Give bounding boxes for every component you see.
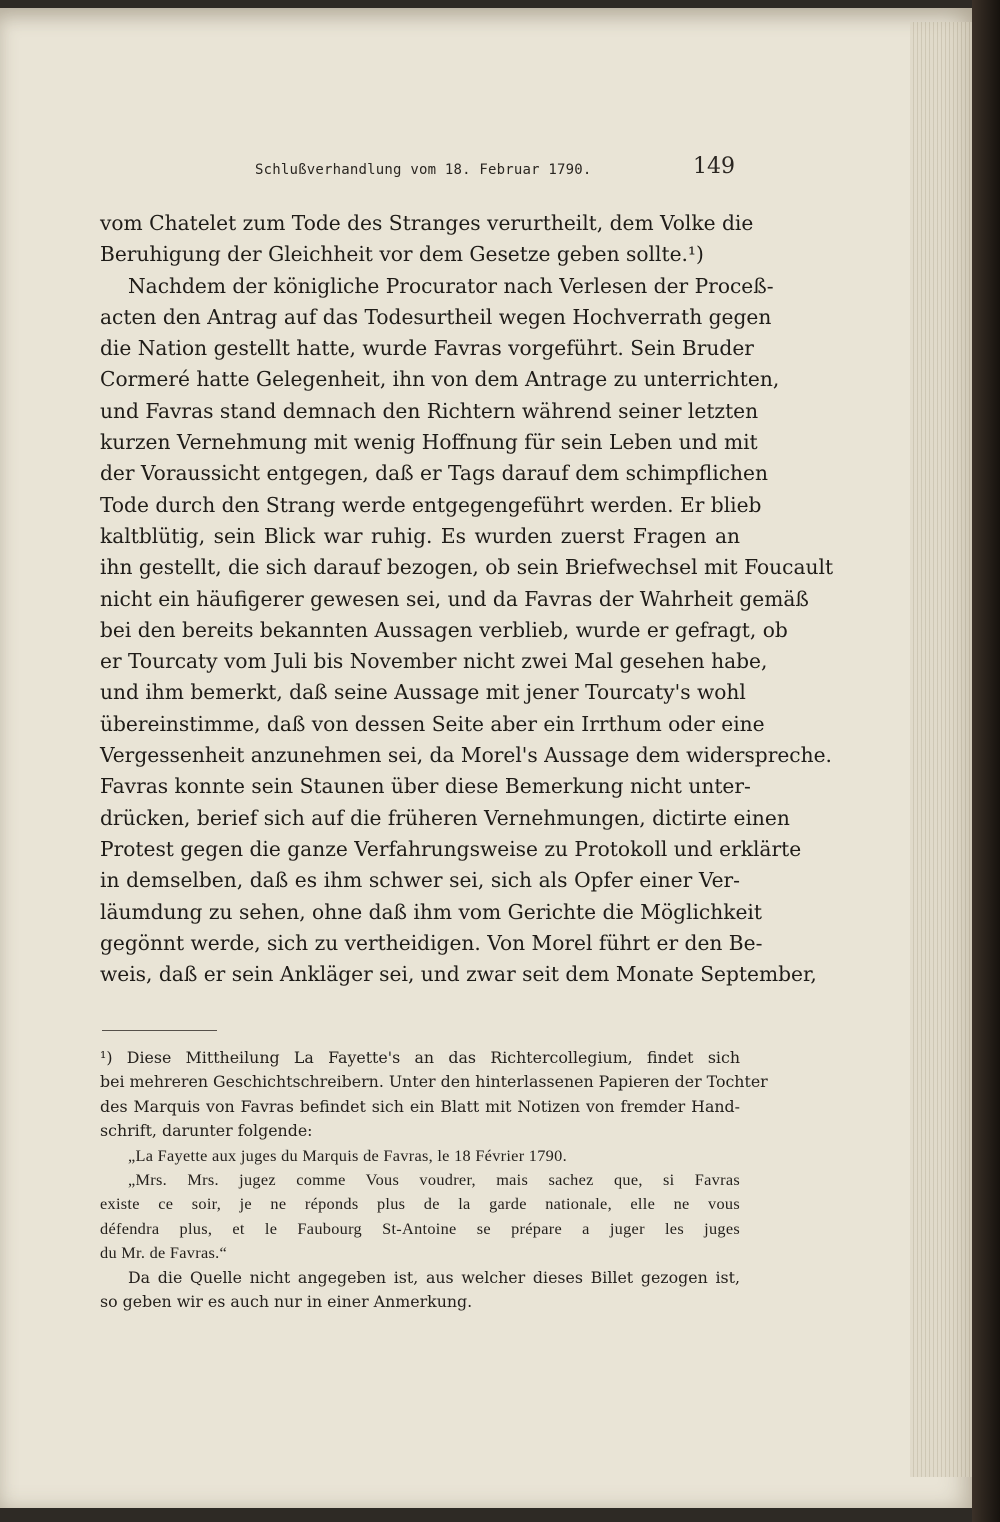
text-line: er Tourcaty vom Juli bis November nicht zwei Mal gesehen habe, bbox=[100, 649, 768, 674]
footnote-line: Da die Quelle nicht angegeben ist, aus welcher dieses Billet gezogen ist, bbox=[128, 1267, 740, 1287]
text-line: Favras konnte sein Staunen über diese Bemerkung nicht unter- bbox=[100, 774, 751, 799]
text-line: läumdung zu sehen, ohne daß ihm vom Gerichte die Möglichkeit bbox=[100, 899, 762, 924]
text-line: Protest gegen die ganze Verfahrungsweise zu Protokoll und erklärte bbox=[100, 836, 802, 861]
footnote-line: schrift, darunter folgende: bbox=[100, 1121, 313, 1141]
footnote-french-line: existe ce soir, je ne réponds plus de la garde nationale, elle ne vous bbox=[100, 1194, 740, 1214]
footnote-line: des Marquis von Favras befindet sich ein Blatt mit Notizen von fremder Hand- bbox=[100, 1096, 740, 1116]
text-line: drücken, berief sich auf die früheren Vernehmungen, dictirte einen bbox=[100, 805, 790, 830]
text-line: bei den bereits bekannten Aussagen verblieb, wurde er gefragt, ob bbox=[100, 617, 788, 642]
text-line: kaltblütig, sein Blick war ruhig. Es wurden zuerst Fragen an bbox=[100, 523, 740, 548]
text-line: nicht ein häufigerer gewesen sei, und da Favras der Wahrheit gemäß bbox=[100, 586, 809, 611]
footnote-line: so geben wir es auch nur in einer Anmerkung. bbox=[100, 1292, 473, 1312]
page-header bbox=[255, 154, 735, 179]
text-line: Tode durch den Strang werde entgegengeführt werden. Er blieb bbox=[100, 492, 762, 517]
footnotes bbox=[100, 1046, 768, 1314]
running-title: Schlußverhandlung vom 18. Februar 1790. bbox=[255, 162, 592, 178]
text-line: weis, daß er sein Ankläger sei, und zwar seit dem Monate September, bbox=[100, 962, 817, 987]
book-spine bbox=[972, 0, 1000, 1522]
footnote-french-line: du Mr. de Favras.“ bbox=[100, 1243, 228, 1263]
text-line: Nachdem der königliche Procurator nach Verlesen der Proceß- bbox=[128, 273, 774, 298]
footnote-line: bei mehreren Geschichtschreibern. Unter den hinterlassenen Papieren der Tochter bbox=[100, 1072, 768, 1092]
text-line: Vergessenheit anzunehmen sei, da Morel's Aussage dem widerspreche. bbox=[100, 743, 832, 768]
text-line: und Favras stand demnach den Richtern während seiner letzten bbox=[100, 398, 759, 423]
text-line: Cormeré hatte Gelegenheit, ihn von dem Antrage zu unterrichten, bbox=[100, 367, 780, 392]
text-line: der Voraussicht entgegen, daß er Tags darauf dem schimpflichen bbox=[100, 461, 768, 486]
text-line: vom Chatelet zum Tode des Stranges verurtheilt, dem Volke die bbox=[100, 211, 754, 235]
main-text bbox=[100, 208, 834, 990]
text-line: gegönnt werde, sich zu vertheidigen. Von Morel führt er den Be- bbox=[100, 930, 763, 955]
text-line: und ihm bemerkt, daß seine Aussage mit jener Tourcaty's wohl bbox=[100, 680, 746, 705]
text-line: kurzen Vernehmung mit wenig Hoffnung für sein Leben und mit bbox=[100, 430, 758, 455]
page-edges bbox=[910, 22, 972, 1477]
footnote-french-line: „Mrs. Mrs. jugez comme Vous voudrer, mais sachez que, si Favras bbox=[128, 1170, 740, 1190]
text-line: ihn gestellt, die sich darauf bezogen, ob sein Briefwechsel mit Foucault bbox=[100, 555, 834, 580]
footnote-french-line: défendra plus, et le Faubourg St-Antoine se prépare a juger les juges bbox=[100, 1218, 740, 1238]
text-line: in demselben, daß es ihm schwer sei, sich als Opfer einer Ver- bbox=[100, 868, 740, 893]
text-line: übereinstimme, daß von dessen Seite aber ein Irrthum oder eine bbox=[100, 711, 765, 736]
text-line: acten den Antrag auf das Todesurtheil wegen Hochverrath gegen bbox=[100, 304, 772, 329]
footnote-divider bbox=[102, 1030, 217, 1031]
text-line: Beruhigung der Gleichheit vor dem Gesetze geben sollte.¹) bbox=[100, 242, 704, 267]
page-number: 149 bbox=[693, 154, 735, 179]
text-line: die Nation gestellt hatte, wurde Favras vorgeführt. Sein Bruder bbox=[100, 336, 754, 361]
footnote-french-line: „La Fayette aux juges du Marquis de Favras, le 18 Février 1790. bbox=[128, 1145, 567, 1165]
footnote-line: ¹) Diese Mittheilung La Fayette's an das Richtercollegium, findet sich bbox=[100, 1048, 740, 1067]
